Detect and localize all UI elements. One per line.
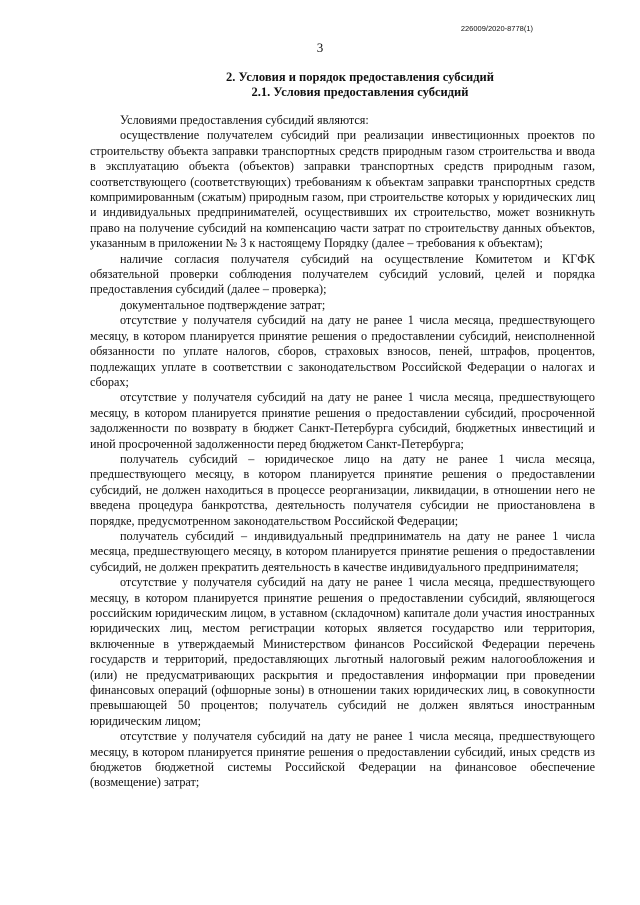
paragraph-condition: отсутствие у получателя субсидий на дату не ранее 1 числа месяца, предшествующего месяцу, в котором планируется принятие решения о предоставлении субсидий, просроченной задолженности по возврату в бюджет Санкт-Петербурга субсидий, бюджетных инвестиций и иной просроченной задолженности перед бюджетом Санкт-Петербурга;: [90, 390, 595, 451]
section-title: 2. Условия и порядок предоставления субсидий: [226, 70, 494, 84]
paragraph-condition: отсутствие у получателя субсидий на дату не ранее 1 числа месяца, предшествующего месяцу, в котором планируется принятие решения о предоставлении субсидий, иных средств из бюджетов бюджетной системы Российской Федерации на финансовое обеспечение (возмещение) затрат;: [90, 729, 595, 790]
paragraph-condition: осуществление получателем субсидий при реализации инвестиционных проектов по строительству объекта заправки транспортных средств природным газом строительства и ввода в эксплуатацию объекта (объектов) заправки транспортных средств природным газом, соответствующего (соответствующих) требованиям к объектам заправки транспортных средств компримированным (сжатым) природным газом, при строительстве которых у юридических лиц и индивидуальных предпринимателей, осуществивших их строительство, может возникнуть право на получение субсидий на компенсацию части затрат по строительству данных объектов, указанным в приложении № 3 к настоящему Порядку (далее – требования к объектам);: [90, 128, 595, 251]
section-heading: [0, 70, 640, 100]
paragraph-intro: Условиями предоставления субсидий являются:: [120, 113, 369, 127]
paragraph-condition: отсутствие у получателя субсидий на дату не ранее 1 числа месяца, предшествующего месяцу, в котором планируется принятие решения о предоставлении субсидий, являющегося российским юридическим лицом, в уставном (складочном) капитале доли участия иностранных юридических лиц, местом регистрации которых является государство или территория, включенные в утверждаемый Министерством финансов Российской Федерации перечень государств и территорий, предоставляющих льготный налоговый режим налогообложения и (или) не предусматривающих раскрытия и предоставления информации при проведении финансовых операций (офшорные зоны) в отношении таких юридических лиц, в совокупности превышающей 50 процентов; получатель субсидий не должен являться иностранным юридическим лицом;: [90, 575, 595, 728]
paragraph-condition: получатель субсидий – индивидуальный предприниматель на дату не ранее 1 числа месяца, предшествующего месяцу, в котором планируется принятие решения о предоставлении субсидий, не должен прекратить деятельность в качестве индивидуального предпринимателя;: [90, 528, 595, 574]
paragraph-condition: наличие согласия получателя субсидий на осуществление Комитетом и КГФК обязательной проверки соблюдения получателем субсидий условий, целей и порядка предоставления субсидий (далее – проверка);: [90, 251, 595, 297]
paragraph-condition: отсутствие у получателя субсидий на дату не ранее 1 числа месяца, предшествующего месяцу, в котором планируется принятие решения о предоставлении субсидий, неисполненной обязанности по уплате налогов, сборов, страховых взносов, пеней, штрафов, процентов, подлежащих уплате в соответствии с законодательством Российской Федерации о налогах и сборах;: [90, 313, 595, 389]
document-body: [90, 113, 595, 791]
document-id: 226009/2020-8778(1): [460, 24, 533, 33]
paragraph-condition: документальное подтверждение затрат;: [120, 297, 326, 312]
paragraph-condition: получатель субсидий – юридическое лицо на дату не ранее 1 числа месяца, предшествующего месяцу, в котором планируется принятие решения о предоставлении субсидий, не должен находиться в процессе реорганизации, ликвидации, в отношении него не введена процедура банкротства, деятельность получателя субсидии не приостановлена в порядке, предусмотренном законодательством Российской Федерации;: [90, 451, 595, 528]
section-subtitle: 2.1. Условия предоставления субсидий: [251, 85, 469, 99]
page-number: 3: [316, 40, 324, 55]
